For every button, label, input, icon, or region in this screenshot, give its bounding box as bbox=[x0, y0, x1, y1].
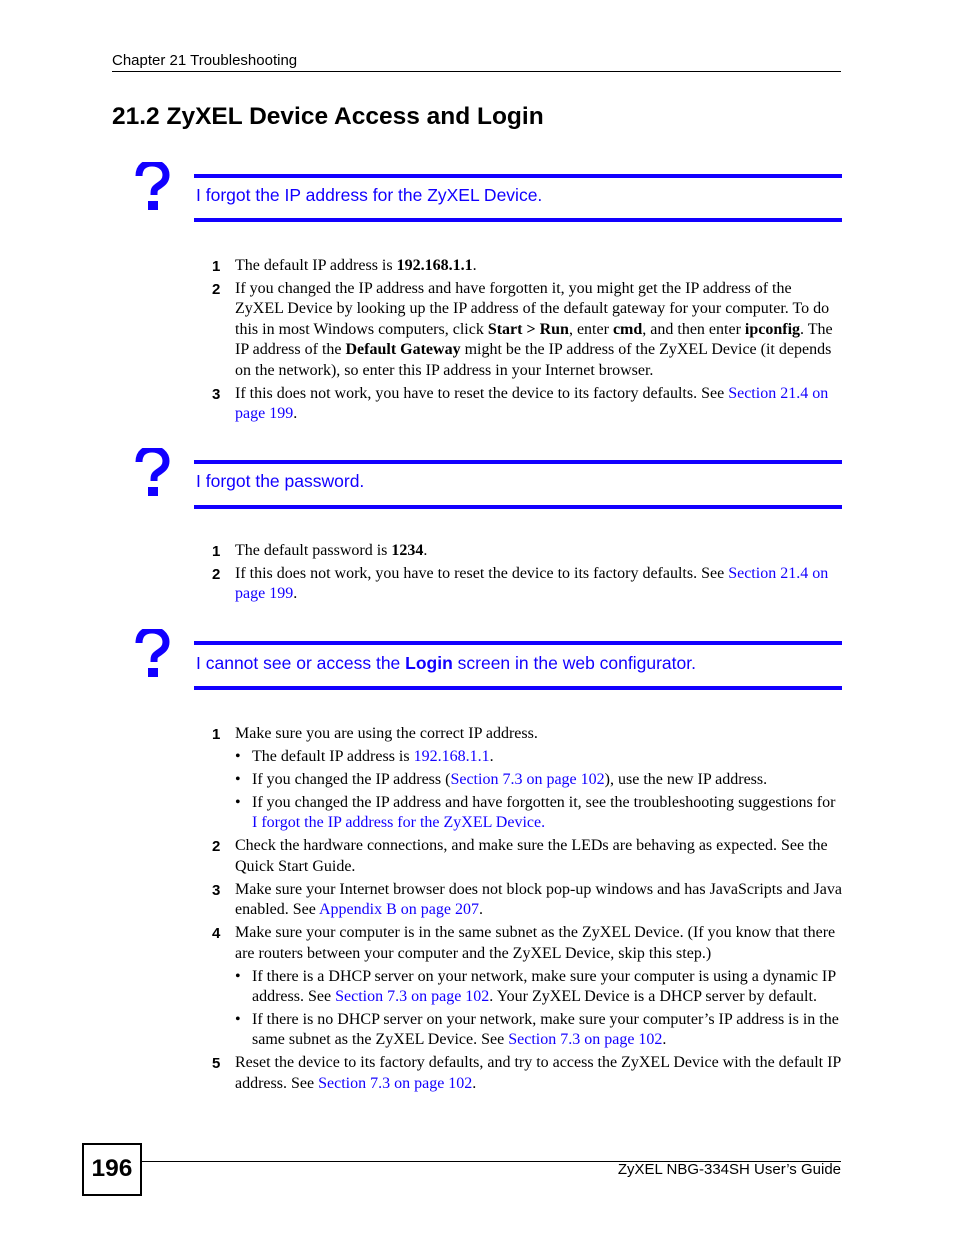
step-text: The default IP address is bbox=[235, 257, 397, 274]
bullet-item bbox=[208, 747, 842, 767]
faq-question-part: I cannot see or access the bbox=[196, 653, 406, 673]
step-text: If this does not work, you have to reset the device to its factory defaults. See bbox=[235, 384, 729, 402]
list-item bbox=[208, 724, 842, 744]
step-text: . Your ZyXEL Device is a DHCP server by default. bbox=[489, 988, 817, 1006]
step-number: 4 bbox=[212, 925, 221, 943]
header-rule bbox=[112, 71, 841, 72]
step-text: . bbox=[293, 405, 298, 423]
faq-question-cannot-login bbox=[196, 653, 696, 674]
bullet-item bbox=[208, 793, 842, 834]
step-text: If there is no DHCP server on your network, make sure your computer’s IP address is in the same subnet as the ZyXEL Device. See bbox=[252, 1011, 839, 1049]
bold-term: Default Gateway bbox=[345, 341, 461, 359]
step-text: ), use the new IP address. bbox=[604, 771, 768, 788]
step-text: Reset the device to its factory defaults, and try to access the ZyXEL Device with the default IP address. See bbox=[235, 1054, 841, 1092]
question-mark-icon bbox=[134, 629, 170, 679]
step-text: . The IP address of the bbox=[235, 320, 833, 359]
cross-reference-link[interactable]: Appendix B on page 207 bbox=[318, 901, 479, 919]
step-text: The default password is bbox=[235, 542, 392, 559]
steps-forgot-password bbox=[208, 541, 842, 607]
step-text: If you changed the IP address and have forgotten it, see the troubleshooting suggestions for bbox=[252, 794, 836, 811]
faq-bar-top bbox=[194, 641, 842, 645]
question-mark-icon bbox=[134, 162, 170, 212]
cross-reference-link[interactable]: Section 7.3 on page 102 bbox=[508, 1031, 663, 1049]
step-text: . bbox=[472, 257, 477, 274]
faq-bar-bottom bbox=[194, 505, 842, 509]
list-item bbox=[208, 880, 842, 921]
bold-term: Start > Run bbox=[487, 320, 569, 338]
step-text: . bbox=[423, 542, 428, 559]
bullet-item bbox=[208, 770, 842, 790]
faq-bar-bottom bbox=[194, 218, 842, 222]
step-text: Make sure your computer is in the same subnet as the ZyXEL Device. (If you know that there are routers between your computer and the ZyXEL Device, skip this step.) bbox=[235, 924, 836, 962]
step-text: If this does not work, you have to reset the device to its factory defaults. See bbox=[235, 565, 729, 582]
step-text: If you changed the IP address ( bbox=[252, 771, 451, 788]
step-number: 2 bbox=[212, 566, 221, 583]
cross-reference-link[interactable]: Section 7.3 on page 102 bbox=[335, 988, 490, 1006]
page-number-box bbox=[82, 1143, 142, 1196]
bold-term: ipconfig bbox=[744, 320, 801, 338]
question-mark-icon bbox=[134, 448, 170, 498]
steps-cannot-login bbox=[208, 724, 842, 1097]
faq-question-forgot-password: I forgot the password. bbox=[196, 471, 365, 491]
cross-reference-link[interactable]: Section 7.3 on page 102 bbox=[318, 1074, 473, 1092]
step-text: Make sure you are using the correct IP address. bbox=[235, 725, 538, 742]
step-text: If there is a DHCP server on your network, make sure your computer is using a dynamic IP address. See bbox=[252, 967, 836, 1006]
step-number: 5 bbox=[212, 1055, 221, 1073]
step-text: . bbox=[478, 901, 483, 919]
faq-question-part: screen in the web configurator. bbox=[452, 653, 696, 673]
list-item bbox=[208, 279, 842, 381]
step-text: Make sure your Internet browser does not block pop-up windows and has JavaScripts and Java enabled. See bbox=[235, 880, 842, 919]
step-number: 1 bbox=[212, 258, 221, 275]
cross-reference-link[interactable]: I forgot the IP address for the ZyXEL Device. bbox=[252, 814, 546, 832]
step-text: . bbox=[662, 1031, 667, 1049]
list-item bbox=[208, 564, 842, 605]
faq-bar-top bbox=[194, 174, 842, 178]
cross-reference-link[interactable]: Section 21.4 on page 199 bbox=[235, 384, 829, 423]
step-text: . bbox=[489, 748, 494, 765]
cross-reference-link[interactable]: Section 21.4 on page 199 bbox=[235, 565, 829, 603]
list-item bbox=[208, 923, 842, 964]
page-number: 196 bbox=[91, 1155, 133, 1182]
footer-guide-title: ZyXEL NBG-334SH User’s Guide bbox=[617, 1161, 841, 1178]
list-item bbox=[208, 256, 842, 276]
cross-reference-link[interactable]: Section 7.3 on page 102 bbox=[450, 771, 605, 788]
faq-question-forgot-ip: I forgot the IP address for the ZyXEL Device. bbox=[196, 185, 543, 205]
step-number: 2 bbox=[212, 281, 221, 298]
step-text: . bbox=[293, 585, 298, 603]
step-text: , and then enter bbox=[642, 320, 745, 338]
list-item bbox=[208, 1053, 842, 1094]
step-text: , enter bbox=[568, 320, 613, 338]
faq-bar-bottom bbox=[194, 686, 842, 690]
step-number: 3 bbox=[212, 385, 221, 403]
step-text: . bbox=[472, 1074, 477, 1092]
faq-bar-top bbox=[194, 460, 842, 464]
list-item bbox=[208, 541, 842, 561]
step-text: The default IP address is bbox=[252, 748, 414, 765]
step-text: If you changed the IP address and have forgotten it, you might get the IP address of the ZyXEL Device by looking up the IP address of the default gateway for your computer. To do this in most Windows computers, click bbox=[235, 280, 830, 338]
bullet-item bbox=[208, 967, 842, 1008]
step-number: 3 bbox=[212, 881, 221, 899]
step-text: might be the IP address of the ZyXEL Device (it depends on the network), so enter this IP address in your Internet browser. bbox=[235, 341, 832, 379]
faq-question-login-word: Login bbox=[405, 653, 453, 673]
bold-term: 1234 bbox=[391, 542, 424, 559]
step-number: 2 bbox=[212, 838, 221, 856]
list-item bbox=[208, 384, 842, 425]
cross-reference-link[interactable]: 192.168.1.1 bbox=[413, 748, 490, 765]
step-text: Check the hardware connections, and make sure the LEDs are behaving as expected. See the Quick Start Guide. bbox=[235, 837, 828, 875]
steps-forgot-ip bbox=[208, 256, 842, 427]
step-number: 1 bbox=[212, 726, 221, 743]
bold-term: 192.168.1.1 bbox=[396, 257, 473, 274]
step-number: 1 bbox=[212, 543, 221, 560]
list-item bbox=[208, 836, 842, 877]
chapter-header: Chapter 21 Troubleshooting bbox=[112, 52, 298, 69]
section-title: 21.2 ZyXEL Device Access and Login bbox=[112, 103, 544, 130]
bold-term: cmd bbox=[612, 320, 643, 338]
bullet-item bbox=[208, 1010, 842, 1051]
